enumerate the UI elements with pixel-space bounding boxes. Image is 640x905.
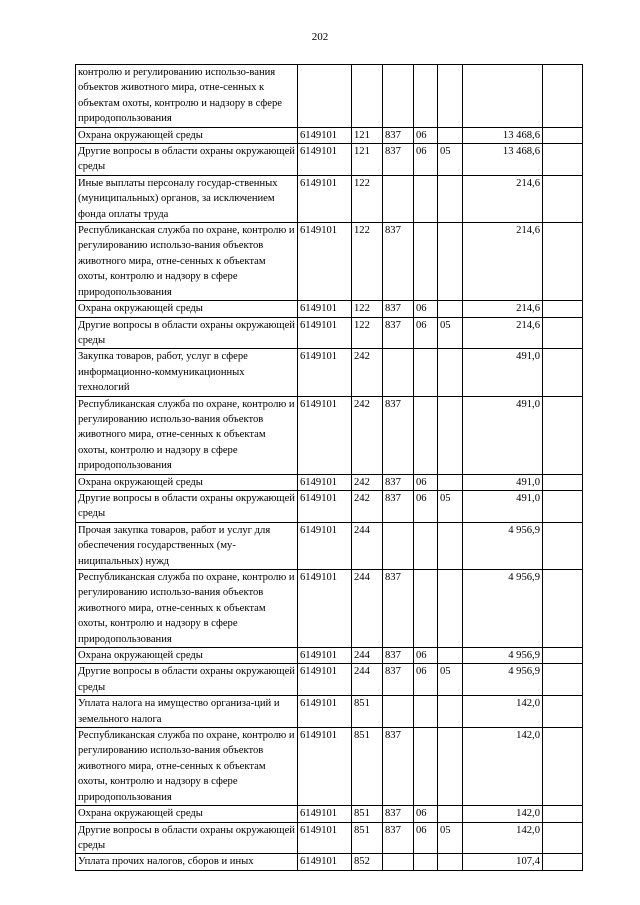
row-name: Уплата прочих налогов, сборов и иных: [76, 854, 298, 870]
row-extra: [543, 648, 583, 664]
row-rz: 06: [414, 317, 438, 349]
row-csr: 6149101: [298, 664, 352, 696]
row-rz: 06: [414, 301, 438, 317]
budget-table: [75, 64, 583, 871]
row-vr: 851: [352, 728, 383, 806]
row-csr: [298, 65, 352, 128]
row-rz: 06: [414, 127, 438, 143]
row-pr: 05: [438, 317, 463, 349]
row-amount: 491,0: [463, 396, 543, 474]
table-row: [76, 664, 583, 696]
table-row: [76, 570, 583, 648]
row-extra: [543, 223, 583, 301]
row-vr: 851: [352, 806, 383, 822]
row-amount: 4 956,9: [463, 648, 543, 664]
row-vr: 122: [352, 301, 383, 317]
table-row: [76, 175, 583, 222]
row-grbs: [383, 65, 414, 128]
row-grbs: 837: [383, 728, 414, 806]
row-rz: 06: [414, 144, 438, 176]
row-pr: [438, 396, 463, 474]
row-pr: 05: [438, 490, 463, 522]
row-pr: [438, 474, 463, 490]
row-vr: 852: [352, 854, 383, 870]
row-extra: [543, 144, 583, 176]
table-row: [76, 127, 583, 143]
row-rz: [414, 396, 438, 474]
row-extra: [543, 396, 583, 474]
row-vr: [352, 65, 383, 128]
row-csr: 6149101: [298, 127, 352, 143]
row-vr: 121: [352, 144, 383, 176]
row-extra: [543, 301, 583, 317]
row-pr: [438, 127, 463, 143]
row-grbs: 837: [383, 822, 414, 854]
row-vr: 122: [352, 175, 383, 222]
row-csr: 6149101: [298, 696, 352, 728]
table-row: [76, 223, 583, 301]
table-row: [76, 349, 583, 396]
row-amount: 214,6: [463, 223, 543, 301]
row-vr: 242: [352, 490, 383, 522]
row-rz: 06: [414, 806, 438, 822]
row-grbs: 837: [383, 223, 414, 301]
row-rz: [414, 175, 438, 222]
row-name: Республиканская служба по охране, контролю и регулированию использо-вания объектов животного мира, отне-сенных к объектам охоты, контролю и надзору в сфере природопользования: [76, 223, 298, 301]
row-extra: [543, 317, 583, 349]
row-name: Охрана окружающей среды: [76, 301, 298, 317]
row-grbs: 837: [383, 490, 414, 522]
row-name: Охрана окружающей среды: [76, 127, 298, 143]
row-amount: 142,0: [463, 728, 543, 806]
row-amount: [463, 65, 543, 128]
row-name: Другие вопросы в области охраны окружающей среды: [76, 144, 298, 176]
row-rz: [414, 349, 438, 396]
table-row: [76, 648, 583, 664]
row-grbs: [383, 175, 414, 222]
row-name: Республиканская служба по охране, контролю и регулированию использо-вания объектов животного мира, отне-сенных к объектам охоты, контролю и надзору в сфере природопользования: [76, 396, 298, 474]
row-amount: 491,0: [463, 349, 543, 396]
row-csr: 6149101: [298, 317, 352, 349]
row-extra: [543, 696, 583, 728]
row-csr: 6149101: [298, 175, 352, 222]
row-rz: [414, 696, 438, 728]
row-pr: [438, 223, 463, 301]
row-pr: [438, 301, 463, 317]
row-vr: 851: [352, 696, 383, 728]
row-csr: 6149101: [298, 474, 352, 490]
row-csr: 6149101: [298, 728, 352, 806]
row-vr: 244: [352, 648, 383, 664]
row-csr: 6149101: [298, 648, 352, 664]
row-extra: [543, 570, 583, 648]
row-vr: 122: [352, 223, 383, 301]
row-csr: 6149101: [298, 223, 352, 301]
row-vr: 244: [352, 570, 383, 648]
row-amount: 491,0: [463, 474, 543, 490]
page-number: 202: [311, 31, 329, 43]
row-csr: 6149101: [298, 822, 352, 854]
row-vr: 121: [352, 127, 383, 143]
row-amount: 142,0: [463, 806, 543, 822]
row-extra: [543, 522, 583, 569]
row-name: Республиканская служба по охране, контролю и регулированию использо-вания объектов животного мира, отне-сенных к объектам охоты, контролю и надзору в сфере природопользования: [76, 570, 298, 648]
row-csr: 6149101: [298, 144, 352, 176]
row-rz: [414, 223, 438, 301]
row-amount: 214,6: [463, 317, 543, 349]
row-extra: [543, 728, 583, 806]
row-pr: [438, 728, 463, 806]
row-csr: 6149101: [298, 570, 352, 648]
row-vr: 244: [352, 664, 383, 696]
table-row: [76, 696, 583, 728]
table-row: [76, 854, 583, 870]
table-row: [76, 144, 583, 176]
row-name: контролю и регулированию использо-вания объектов животного мира, отне-сенных к объектам охоты, контролю и надзору в сфере природопользования: [76, 65, 298, 128]
row-amount: 142,0: [463, 822, 543, 854]
row-extra: [543, 490, 583, 522]
row-rz: [414, 728, 438, 806]
row-pr: [438, 854, 463, 870]
row-amount: 4 956,9: [463, 570, 543, 648]
row-vr: 244: [352, 522, 383, 569]
table-row: [76, 65, 583, 128]
row-grbs: 837: [383, 127, 414, 143]
row-grbs: 837: [383, 396, 414, 474]
row-name: Республиканская служба по охране, контролю и регулированию использо-вания объектов животного мира, отне-сенных к объектам охоты, контролю и надзору в сфере природопользования: [76, 728, 298, 806]
row-amount: 4 956,9: [463, 664, 543, 696]
row-name: Другие вопросы в области охраны окружающей среды: [76, 664, 298, 696]
row-pr: 05: [438, 822, 463, 854]
row-extra: [543, 822, 583, 854]
row-vr: 122: [352, 317, 383, 349]
row-csr: 6149101: [298, 396, 352, 474]
row-amount: 13 468,6: [463, 127, 543, 143]
row-name: Охрана окружающей среды: [76, 806, 298, 822]
row-csr: 6149101: [298, 806, 352, 822]
row-pr: [438, 175, 463, 222]
row-rz: [414, 522, 438, 569]
table-row: [76, 822, 583, 854]
row-pr: [438, 806, 463, 822]
row-vr: 242: [352, 349, 383, 396]
row-grbs: 837: [383, 806, 414, 822]
row-pr: 05: [438, 144, 463, 176]
row-grbs: [383, 522, 414, 569]
row-pr: [438, 349, 463, 396]
row-extra: [543, 854, 583, 870]
row-pr: [438, 648, 463, 664]
row-name: Закупка товаров, работ, услуг в сфере информационно-коммуникационных технологий: [76, 349, 298, 396]
row-name: Уплата налога на имущество организа-ций и земельного налога: [76, 696, 298, 728]
row-extra: [543, 349, 583, 396]
row-name: Охрана окружающей среды: [76, 648, 298, 664]
table-row: [76, 806, 583, 822]
row-pr: [438, 522, 463, 569]
table-row: [76, 728, 583, 806]
row-grbs: 837: [383, 664, 414, 696]
row-name: Прочая закупка товаров, работ и услуг для обеспечения государственных (му-ниципальных) нужд: [76, 522, 298, 569]
row-amount: 4 956,9: [463, 522, 543, 569]
row-vr: 851: [352, 822, 383, 854]
row-vr: 242: [352, 396, 383, 474]
row-amount: 142,0: [463, 696, 543, 728]
row-amount: 107,4: [463, 854, 543, 870]
row-name: Охрана окружающей среды: [76, 474, 298, 490]
row-grbs: 837: [383, 570, 414, 648]
row-name: Другие вопросы в области охраны окружающей среды: [76, 490, 298, 522]
table-row: [76, 474, 583, 490]
row-csr: 6149101: [298, 490, 352, 522]
row-extra: [543, 127, 583, 143]
row-csr: 6149101: [298, 854, 352, 870]
row-csr: 6149101: [298, 301, 352, 317]
row-amount: 214,6: [463, 301, 543, 317]
row-pr: [438, 65, 463, 128]
row-csr: 6149101: [298, 349, 352, 396]
row-grbs: 837: [383, 474, 414, 490]
row-extra: [543, 175, 583, 222]
row-grbs: 837: [383, 301, 414, 317]
row-extra: [543, 664, 583, 696]
row-name: Другие вопросы в области охраны окружающей среды: [76, 822, 298, 854]
row-rz: [414, 570, 438, 648]
row-rz: 06: [414, 474, 438, 490]
table-row: [76, 522, 583, 569]
row-rz: 06: [414, 822, 438, 854]
row-pr: 05: [438, 664, 463, 696]
row-pr: [438, 570, 463, 648]
row-rz: 06: [414, 664, 438, 696]
row-grbs: 837: [383, 317, 414, 349]
row-rz: [414, 854, 438, 870]
row-rz: 06: [414, 490, 438, 522]
table-row: [76, 301, 583, 317]
row-grbs: 837: [383, 648, 414, 664]
table-row: [76, 396, 583, 474]
row-rz: [414, 65, 438, 128]
row-pr: [438, 696, 463, 728]
table-row: [76, 490, 583, 522]
row-name: Иные выплаты персоналу государ-ственных (муниципальных) органов, за исключением фонда оплаты труда: [76, 175, 298, 222]
row-grbs: [383, 349, 414, 396]
row-grbs: [383, 696, 414, 728]
table-row: [76, 317, 583, 349]
row-extra: [543, 474, 583, 490]
row-amount: 214,6: [463, 175, 543, 222]
row-grbs: [383, 854, 414, 870]
row-amount: 491,0: [463, 490, 543, 522]
row-csr: 6149101: [298, 522, 352, 569]
row-name: Другие вопросы в области охраны окружающей среды: [76, 317, 298, 349]
row-grbs: 837: [383, 144, 414, 176]
row-extra: [543, 65, 583, 128]
row-vr: 242: [352, 474, 383, 490]
row-extra: [543, 806, 583, 822]
row-amount: 13 468,6: [463, 144, 543, 176]
row-rz: 06: [414, 648, 438, 664]
